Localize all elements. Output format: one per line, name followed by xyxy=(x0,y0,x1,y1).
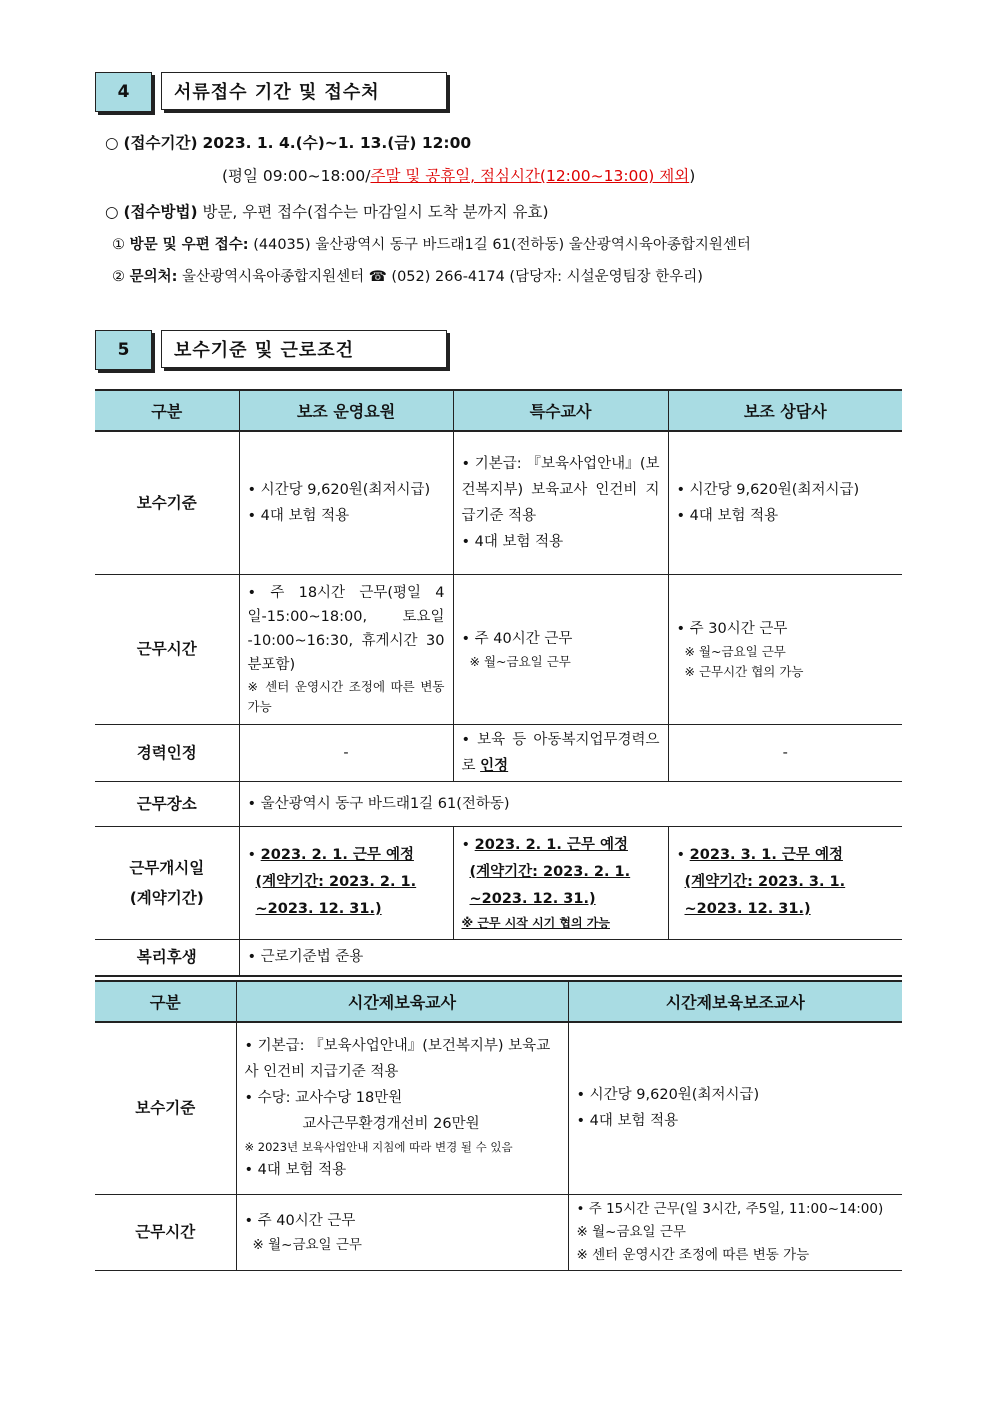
cell xyxy=(239,431,453,574)
table-row xyxy=(95,724,902,781)
item-number: ① xyxy=(112,237,125,253)
cell: • 2023. 2. 1. 근무 예정 (계약기간: 2023. 2. 1. ~2023. 12. 31.) ※ 근무 시작 시기 협의 가능 xyxy=(453,826,668,939)
cell-line: • 주 30시간 근무 xyxy=(676,621,788,637)
address-line xyxy=(112,233,751,254)
column-header: 특수교사 xyxy=(453,390,668,431)
contact-line xyxy=(112,265,703,286)
cell xyxy=(239,574,453,724)
table-row xyxy=(95,939,902,976)
cell-note: ※ 월~금요일 근무 xyxy=(684,644,786,659)
row-label xyxy=(95,826,239,939)
cell xyxy=(568,1194,902,1270)
cell-line: • 시간당 9,620원(최저시급) xyxy=(676,481,860,498)
contact-value: 울산광역시육아종합지원센터 ☎ (052) 266-4174 (담당자: 시설운영팀장 한우리) xyxy=(182,269,703,285)
contact-label: 문의처: xyxy=(129,269,178,285)
row-label: 근무장소 xyxy=(95,781,239,826)
cell-line: • 4대 보험 적용 xyxy=(244,1162,347,1179)
cell: - xyxy=(239,724,453,781)
cell-note: ※ 2023년 보육사업안내 지침에 따라 변경 될 수 있음 xyxy=(244,1140,513,1155)
address-value: (44035) 울산광역시 동구 바드래1길 61(전하동) 울산광역시육아종합지원센터 xyxy=(253,237,751,253)
cell-note: ※ 월~금요일 근무 xyxy=(252,1237,362,1253)
cell xyxy=(668,431,902,574)
table-row xyxy=(95,826,902,939)
table-row xyxy=(95,781,902,826)
cell-line: • 보육 등 아동복지업무경력으로 xyxy=(461,731,660,774)
table-header-row xyxy=(95,981,902,1022)
contract-period: (계약기간: 2023. 2. 1. xyxy=(255,874,417,890)
cell: • 2023. 2. 1. 근무 예정 (계약기간: 2023. 2. 1. ~2023. 12. 31.) xyxy=(239,826,453,939)
section-title: 보수기준 및 근로조건 xyxy=(161,330,447,368)
row-label: 근무시간 xyxy=(95,1194,236,1270)
period-detail-pre: (평일 09:00~18:00/ xyxy=(222,167,371,185)
cell-note: ※ 월~금요일 근무 xyxy=(576,1223,686,1240)
cell-note: ※ 센터 운영시간 조정에 따른 변동 가능 xyxy=(576,1246,810,1263)
column-header: 보조 상담사 xyxy=(668,390,902,431)
row-label: 보수기준 xyxy=(95,1022,236,1194)
cell-note: ※ 근무시간 협의 가능 xyxy=(684,664,804,679)
table-row xyxy=(95,1194,902,1270)
cell-line: • 4대 보험 적용 xyxy=(247,507,350,524)
cell-line: • 4대 보험 적용 xyxy=(676,507,779,524)
period-detail-excluded: 주말 및 공휴일, 점심시간(12:00~13:00) 제외 xyxy=(370,167,690,185)
contract-period: (계약기간: 2023. 2. 1. xyxy=(469,864,631,880)
conditions-table-2 xyxy=(95,980,902,1271)
application-period xyxy=(105,131,471,153)
bullet-circle: ○ xyxy=(105,134,119,152)
application-method xyxy=(105,200,549,222)
cell-note: ※ 월~금요일 근무 xyxy=(469,654,571,669)
column-header: 구분 xyxy=(95,390,239,431)
cell: • 울산광역시 동구 바드래1길 61(전하동) xyxy=(239,781,902,826)
cell xyxy=(236,1194,568,1270)
cell-note: ※ 센터 운영시간 조정에 따른 변동 가능 xyxy=(247,679,445,714)
cell xyxy=(236,1022,568,1194)
row-label: 경력인정 xyxy=(95,724,239,781)
cell-note: ※ 근무 시작 시기 협의 가능 xyxy=(461,916,610,930)
period-detail xyxy=(222,164,695,186)
cell xyxy=(453,574,668,724)
period-label: (접수기간) xyxy=(123,134,198,152)
contract-period: (계약기간: 2023. 3. 1. xyxy=(684,874,846,890)
cell xyxy=(668,574,902,724)
section-title: 서류접수 기간 및 접수처 xyxy=(161,72,447,110)
table-row xyxy=(95,431,902,574)
address-label: 방문 및 우편 접수: xyxy=(129,237,249,253)
start-date: 2023. 2. 1. 근무 예정 xyxy=(260,847,414,863)
period-detail-post: ) xyxy=(689,167,696,185)
period-value: 2023. 1. 4.(수)~1. 13.(금) 12:00 xyxy=(202,134,472,152)
row-label: 보수기준 xyxy=(95,431,239,574)
conditions-table-1 xyxy=(95,389,902,977)
row-label: 복리후생 xyxy=(95,939,239,976)
column-header: 시간제보육보조교사 xyxy=(568,981,902,1022)
table-header-row xyxy=(95,390,902,431)
cell-emphasis: 인정 xyxy=(480,757,509,774)
cell-line: 교사근무환경개선비 26만원 xyxy=(302,1116,480,1133)
item-number: ② xyxy=(112,269,125,285)
table-row xyxy=(95,574,902,724)
contract-period-end: ~2023. 12. 31.) xyxy=(469,891,596,907)
cell-line: • 4대 보험 적용 xyxy=(576,1113,679,1130)
cell: • 2023. 3. 1. 근무 예정 (계약기간: 2023. 3. 1. ~2023. 12. 31.) xyxy=(668,826,902,939)
cell: • 근로기준법 준용 xyxy=(239,939,902,976)
cell-line: • 주 40시간 근무 xyxy=(461,631,573,647)
cell xyxy=(568,1022,902,1194)
cell-line: • 수당: 교사수당 18만원 xyxy=(244,1090,403,1107)
column-header: 보조 운영요원 xyxy=(239,390,453,431)
method-label: (접수방법) xyxy=(123,203,198,221)
bullet-circle: ○ xyxy=(105,203,119,221)
cell-line: • 주 40시간 근무 xyxy=(244,1213,356,1229)
column-header: 구분 xyxy=(95,981,236,1022)
cell: - xyxy=(668,724,902,781)
section-number: 5 xyxy=(95,330,152,370)
contract-period-end: ~2023. 12. 31.) xyxy=(255,901,382,917)
cell-line: • 기본급: 『보육사업안내』(보건복지부) 보육교사 인건비 지급기준 적용 xyxy=(461,455,660,524)
cell xyxy=(453,431,668,574)
cell-line: • 4대 보험 적용 xyxy=(461,533,564,550)
column-header: 시간제보육교사 xyxy=(236,981,568,1022)
start-date: 2023. 3. 1. 근무 예정 xyxy=(689,847,843,863)
cell-line: • 주 18시간 근무(평일 4일-15:00~18:00, 토요일 -10:00~16:30, 휴게시간 30분포함) xyxy=(247,585,445,673)
contract-period-end: ~2023. 12. 31.) xyxy=(684,901,811,917)
cell-line: • 주 15시간 근무(일 3시간, 주5일, 11:00~14:00) xyxy=(576,1200,884,1217)
row-label-line: (계약기간) xyxy=(129,888,204,907)
cell-line: • 시간당 9,620원(최저시급) xyxy=(576,1087,760,1104)
cell-line: • 시간당 9,620원(최저시급) xyxy=(247,481,431,498)
row-label-line: 근무개시일 xyxy=(129,858,205,877)
cell xyxy=(453,724,668,781)
row-label: 근무시간 xyxy=(95,574,239,724)
cell-line: • 기본급: 『보육사업안내』(보건복지부) 보육교사 인건비 지급기준 적용 xyxy=(244,1038,551,1081)
method-value: 방문, 우편 접수(접수는 마감일시 도착 분까지 유효) xyxy=(202,203,549,221)
table-row xyxy=(95,1022,902,1194)
section-number: 4 xyxy=(95,72,152,112)
start-date: 2023. 2. 1. 근무 예정 xyxy=(474,837,628,853)
